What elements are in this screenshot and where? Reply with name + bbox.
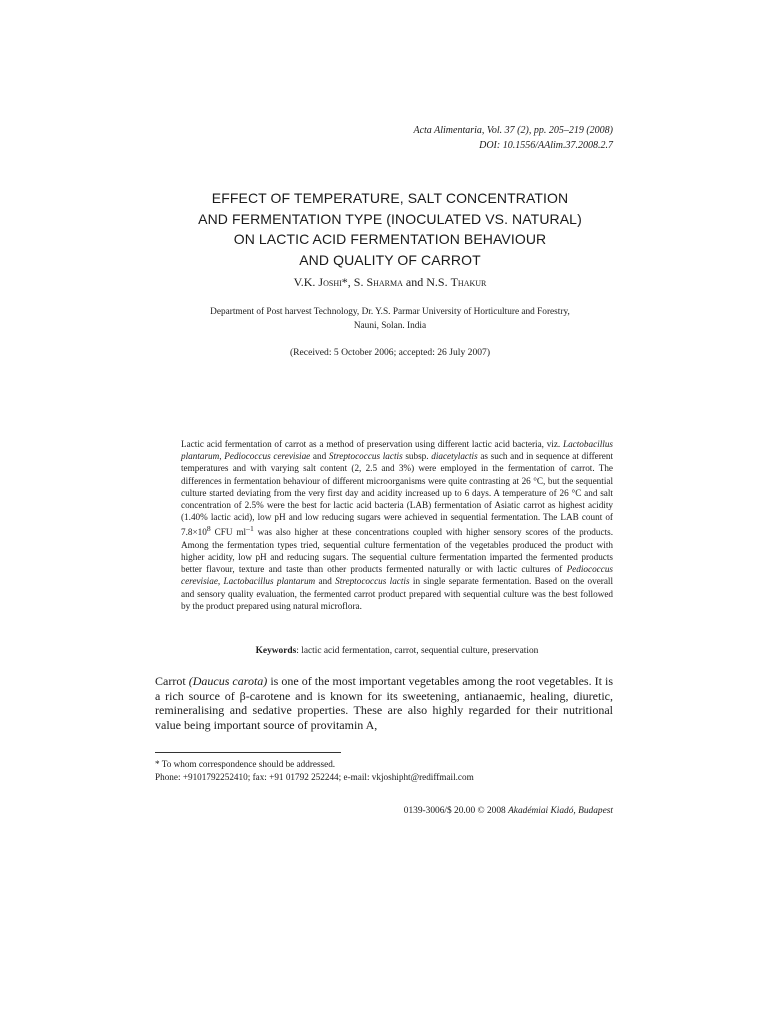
keywords-label: Keywords — [255, 646, 297, 656]
paper-title — [140, 188, 640, 270]
journal-header — [413, 123, 613, 153]
species-name: (Daucus carota) — [188, 674, 268, 688]
title-line: AND QUALITY OF CARROT — [299, 251, 481, 268]
author-initials: S. — [353, 275, 367, 289]
species-name: Pediococcus cerevisiae — [224, 451, 311, 462]
affiliation-line: Department of Post harvest Technology, Dr. Y.S. Parmar University of Horticulture and Forestry, — [210, 307, 570, 317]
author-list — [140, 275, 640, 290]
author-surname: Joshi — [318, 275, 342, 289]
abstract-text: and — [310, 451, 329, 462]
body-text: is one of the most important vegetables among the root vegetables. It is a rich source of β-carotene and is known for its sweetening, antianaemic, healing, diuretic, remineralising and sedative properties. These are also highly regarded for their nutritional value being important source of provitamin A, — [155, 674, 613, 732]
abstract-text: was also higher at these concentrations coupled with higher sensory scores of the products. Among the fermentation types tried, sequential culture fermentation of the vegetables produced the product with higher acidity, low pH and reducing sugars. The sequential culture fermentation imparted the fermented products better flavour, texture and taste than other products fermented naturally or with lactic cultures of — [181, 527, 614, 575]
abstract-text: CFU ml — [210, 527, 247, 538]
issn-price: 0139-3006/$ 20.00 © 2008 — [403, 806, 509, 816]
author-initials: N.S. — [426, 275, 451, 289]
species-name: Streptococcus lactis — [328, 451, 403, 462]
species-name: Pediococcus cerevisiae — [181, 564, 613, 587]
species-name: Lactobacillus plantarum — [223, 576, 316, 587]
species-name: Lactobacillus plantarum — [181, 439, 613, 462]
footnote-rule — [155, 752, 341, 753]
corresponding-mark: *, — [341, 275, 354, 289]
exponent: –1 — [246, 524, 254, 534]
doi: DOI: 10.1556/AAlim.37.2008.2.7 — [479, 140, 613, 151]
abstract-text: in single separate fermentation. Based on the overall and sensory quality evaluation, the fermented carrot product prepared with sequential culture was the best followed by the product prepared using natural microflora. — [181, 576, 614, 611]
title-line: EFFECT OF TEMPERATURE, SALT CONCENTRATION — [211, 190, 569, 206]
affiliation — [160, 305, 620, 333]
footnote-line: * To whom correspondence should be addressed. — [155, 759, 336, 769]
keywords-text: : lactic acid fermentation, carrot, sequential culture, preservation — [296, 646, 539, 656]
page-footer — [404, 806, 613, 816]
keywords — [181, 646, 613, 656]
journal-citation: Acta Alimentaria, Vol. 37 (2), pp. 205–219 (2008) — [413, 125, 613, 136]
abstract-text: , — [217, 576, 224, 587]
author-initials: V.K. — [293, 275, 319, 289]
footnote-contact: Phone: +9101792252410; fax: +91 01792 252244; e-mail: vkjoshipht@rediffmail.com — [155, 771, 474, 782]
title-line: AND FERMENTATION TYPE (INOCULATED VS. NATURAL) — [198, 210, 582, 227]
abstract-text: subsp. — [402, 451, 432, 462]
abstract — [181, 438, 613, 612]
exponent: 8 — [206, 524, 211, 534]
author-conjunction: and — [402, 275, 427, 289]
abstract-text: and — [315, 576, 336, 587]
abstract-text: , — [219, 451, 225, 462]
received-dates: (Received: 5 October 2006; accepted: 26 July 2007) — [289, 347, 491, 358]
species-name: diacetylactis — [431, 451, 478, 462]
author-surname: Thakur — [450, 275, 487, 289]
body-text: Carrot — [155, 674, 189, 688]
body-paragraph — [155, 674, 613, 732]
species-name: Streptococcus lactis — [335, 576, 410, 587]
publisher: Akadémiai Kiadó, Budapest — [508, 806, 613, 816]
title-line: ON LACTIC ACID FERMENTATION BEHAVIOUR — [233, 231, 547, 247]
author-surname: Sharma — [366, 275, 403, 289]
abstract-text: as such and in sequence at different temperatures and with varying salt content (2, 2.5 and 3%) were employed in the fermentation of carrot. The differences in fermentation behaviour of different microorganisms were quite contrasting at 26 °C, but the sequential culture started deviating from the very first day and acidity increased up to 6 days. A temperature of 26 °C and salt concentration of 2.5% were the best for lactic acid bacteria (LAB) fermentation of Asiatic carrot as highest acidity (1.40% lactic acid), low pH and low reducing sugars were achieved in sequential fermentation. The LAB count of 7.8×10 — [181, 451, 614, 538]
abstract-text: Lactic acid fermentation of carrot as a method of preservation using different lactic acid bacteria, viz. — [181, 439, 563, 449]
footnote — [155, 758, 615, 783]
affiliation-line: Nauni, Solan. India — [353, 321, 427, 331]
